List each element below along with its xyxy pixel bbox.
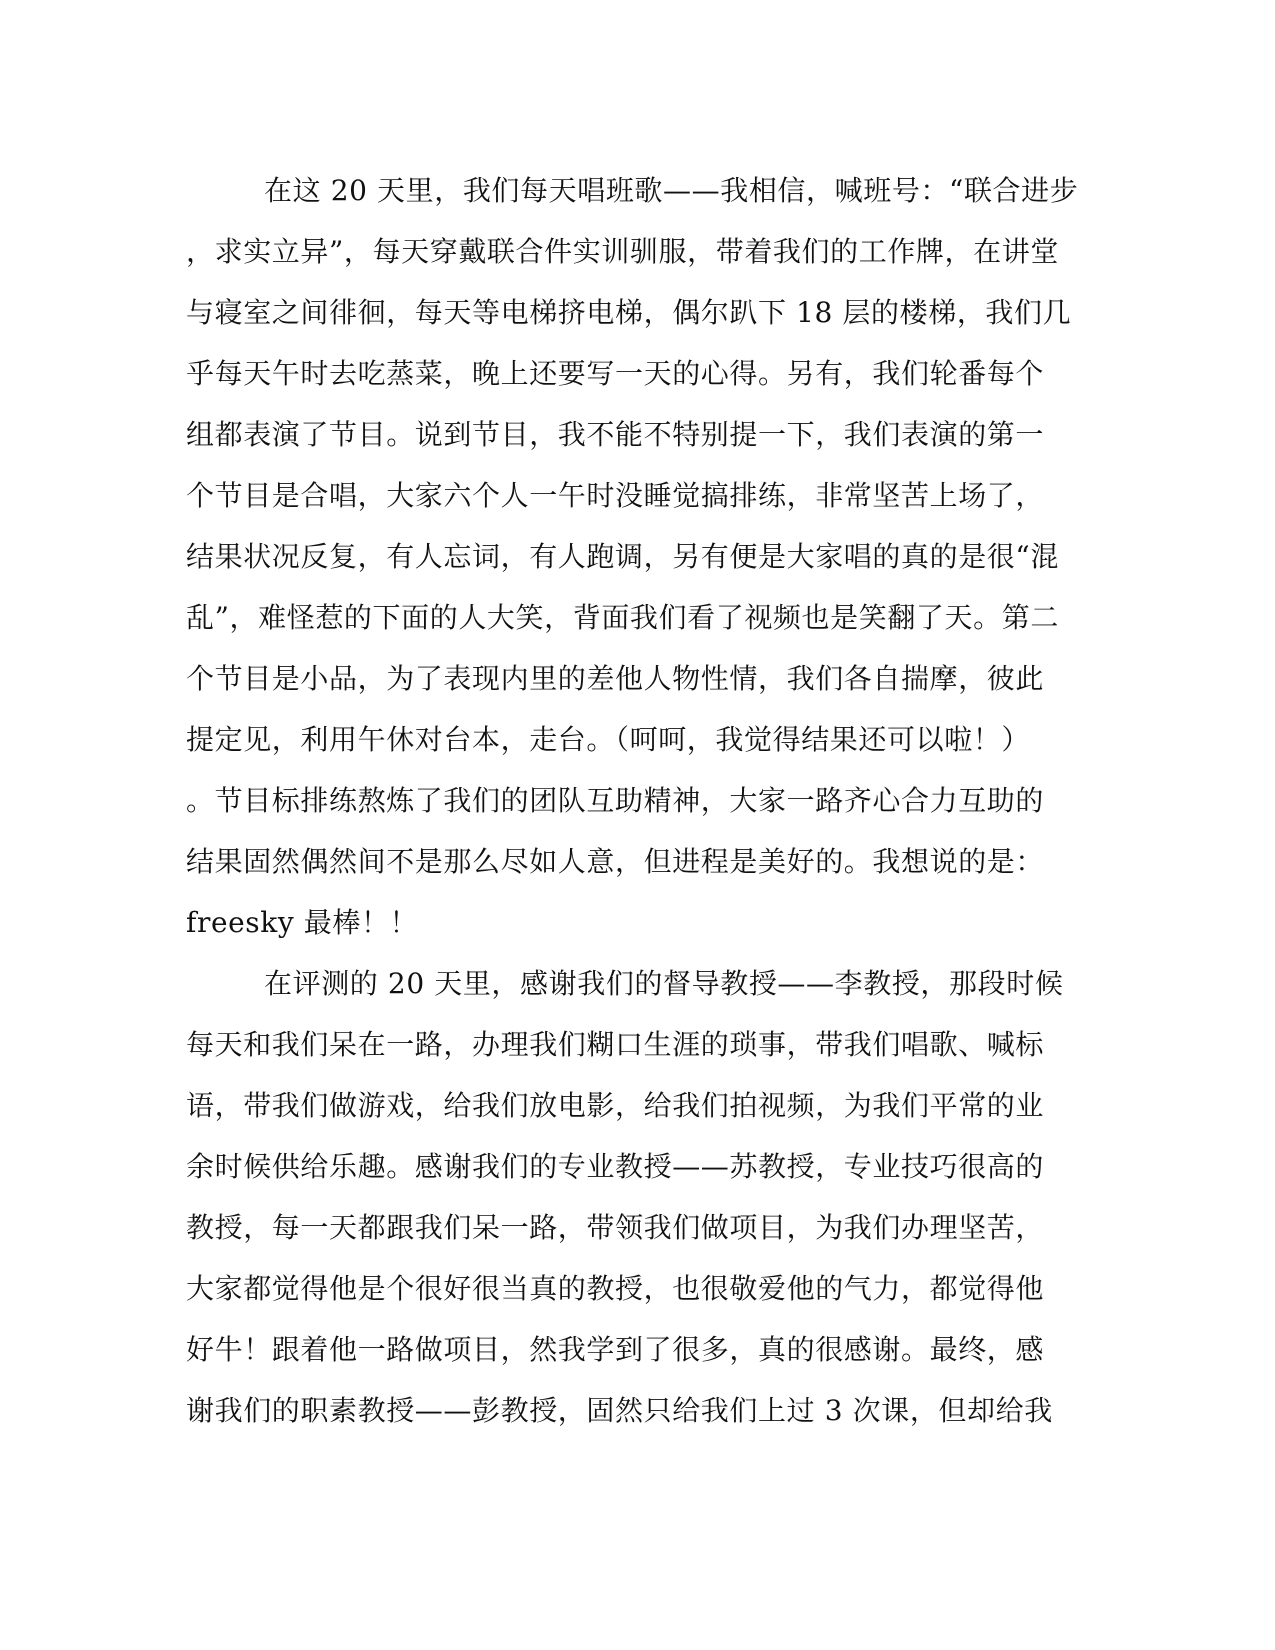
text-line: ，求实立异”，每天穿戴联合件实训驯服，带着我们的工作牌，在讲堂 (186, 235, 1059, 268)
text-line: 教授，每一天都跟我们呆一路，带领我们做项目，为我们办理坚苦， (186, 1211, 1045, 1244)
text-line: 与寝室之间徘徊，每天等电梯挤电梯，偶尔趴下 18 层的楼梯，我们几 (186, 296, 1072, 329)
text-line: 大家都觉得他是个很好很当真的教授，也很敬爱他的气力，都觉得他 (186, 1272, 1045, 1305)
text-line: 乎每天午时去吃蒸菜，晚上还要写一天的心得。另有，我们轮番每个 (186, 357, 1045, 390)
text-line: 乱”，难怪惹的下面的人大笑，背面我们看了视频也是笑翻了天。第二 (186, 601, 1059, 634)
text-line: 在评测的 20 天里，感谢我们的督导教授——李教授，那段时候 (264, 967, 1064, 1000)
text-line: 好牛！跟着他一路做项目，然我学到了很多，真的很感谢。最终，感 (186, 1333, 1045, 1366)
text-line: 在这 20 天里，我们每天唱班歌——我相信，喊班号：“联合进步 (264, 174, 1079, 207)
text-line: 。节目标排练熬炼了我们的团队互助精神，大家一路齐心合力互助的 (186, 784, 1045, 817)
text-line: 组都表演了节目。说到节目，我不能不特别提一下，我们表演的第一 (186, 418, 1045, 451)
body-text (186, 160, 1079, 1441)
text-line: 谢我们的职素教授——彭教授，固然只给我们上过 3 次课，但却给我 (186, 1394, 1053, 1427)
text-line: 结果状况反复，有人忘词，有人跑调，另有便是大家唱的真的是很“混 (186, 540, 1059, 573)
text-line: 余时候供给乐趣。感谢我们的专业教授——苏教授，专业技巧很高的 (186, 1150, 1045, 1183)
text-line: 提定见，利用午休对台本，走台。（呵呵，我觉得结果还可以啦！） (186, 723, 1031, 756)
text-line: 个节目是小品，为了表现内里的差他人物性情，我们各自揣摩，彼此 (186, 662, 1045, 695)
text-line: freesky 最棒！！ (186, 906, 419, 939)
text-line: 结果固然偶然间不是那么尽如人意，但进程是美好的。我想说的是： (186, 845, 1045, 878)
text-line: 每天和我们呆在一路，办理我们糊口生涯的琐事，带我们唱歌、喊标 (186, 1028, 1045, 1061)
text-line: 语，带我们做游戏，给我们放电影，给我们拍视频，为我们平常的业 (186, 1089, 1045, 1122)
text-line: 个节目是合唱，大家六个人一午时没睡觉搞排练，非常坚苦上场了， (186, 479, 1045, 512)
